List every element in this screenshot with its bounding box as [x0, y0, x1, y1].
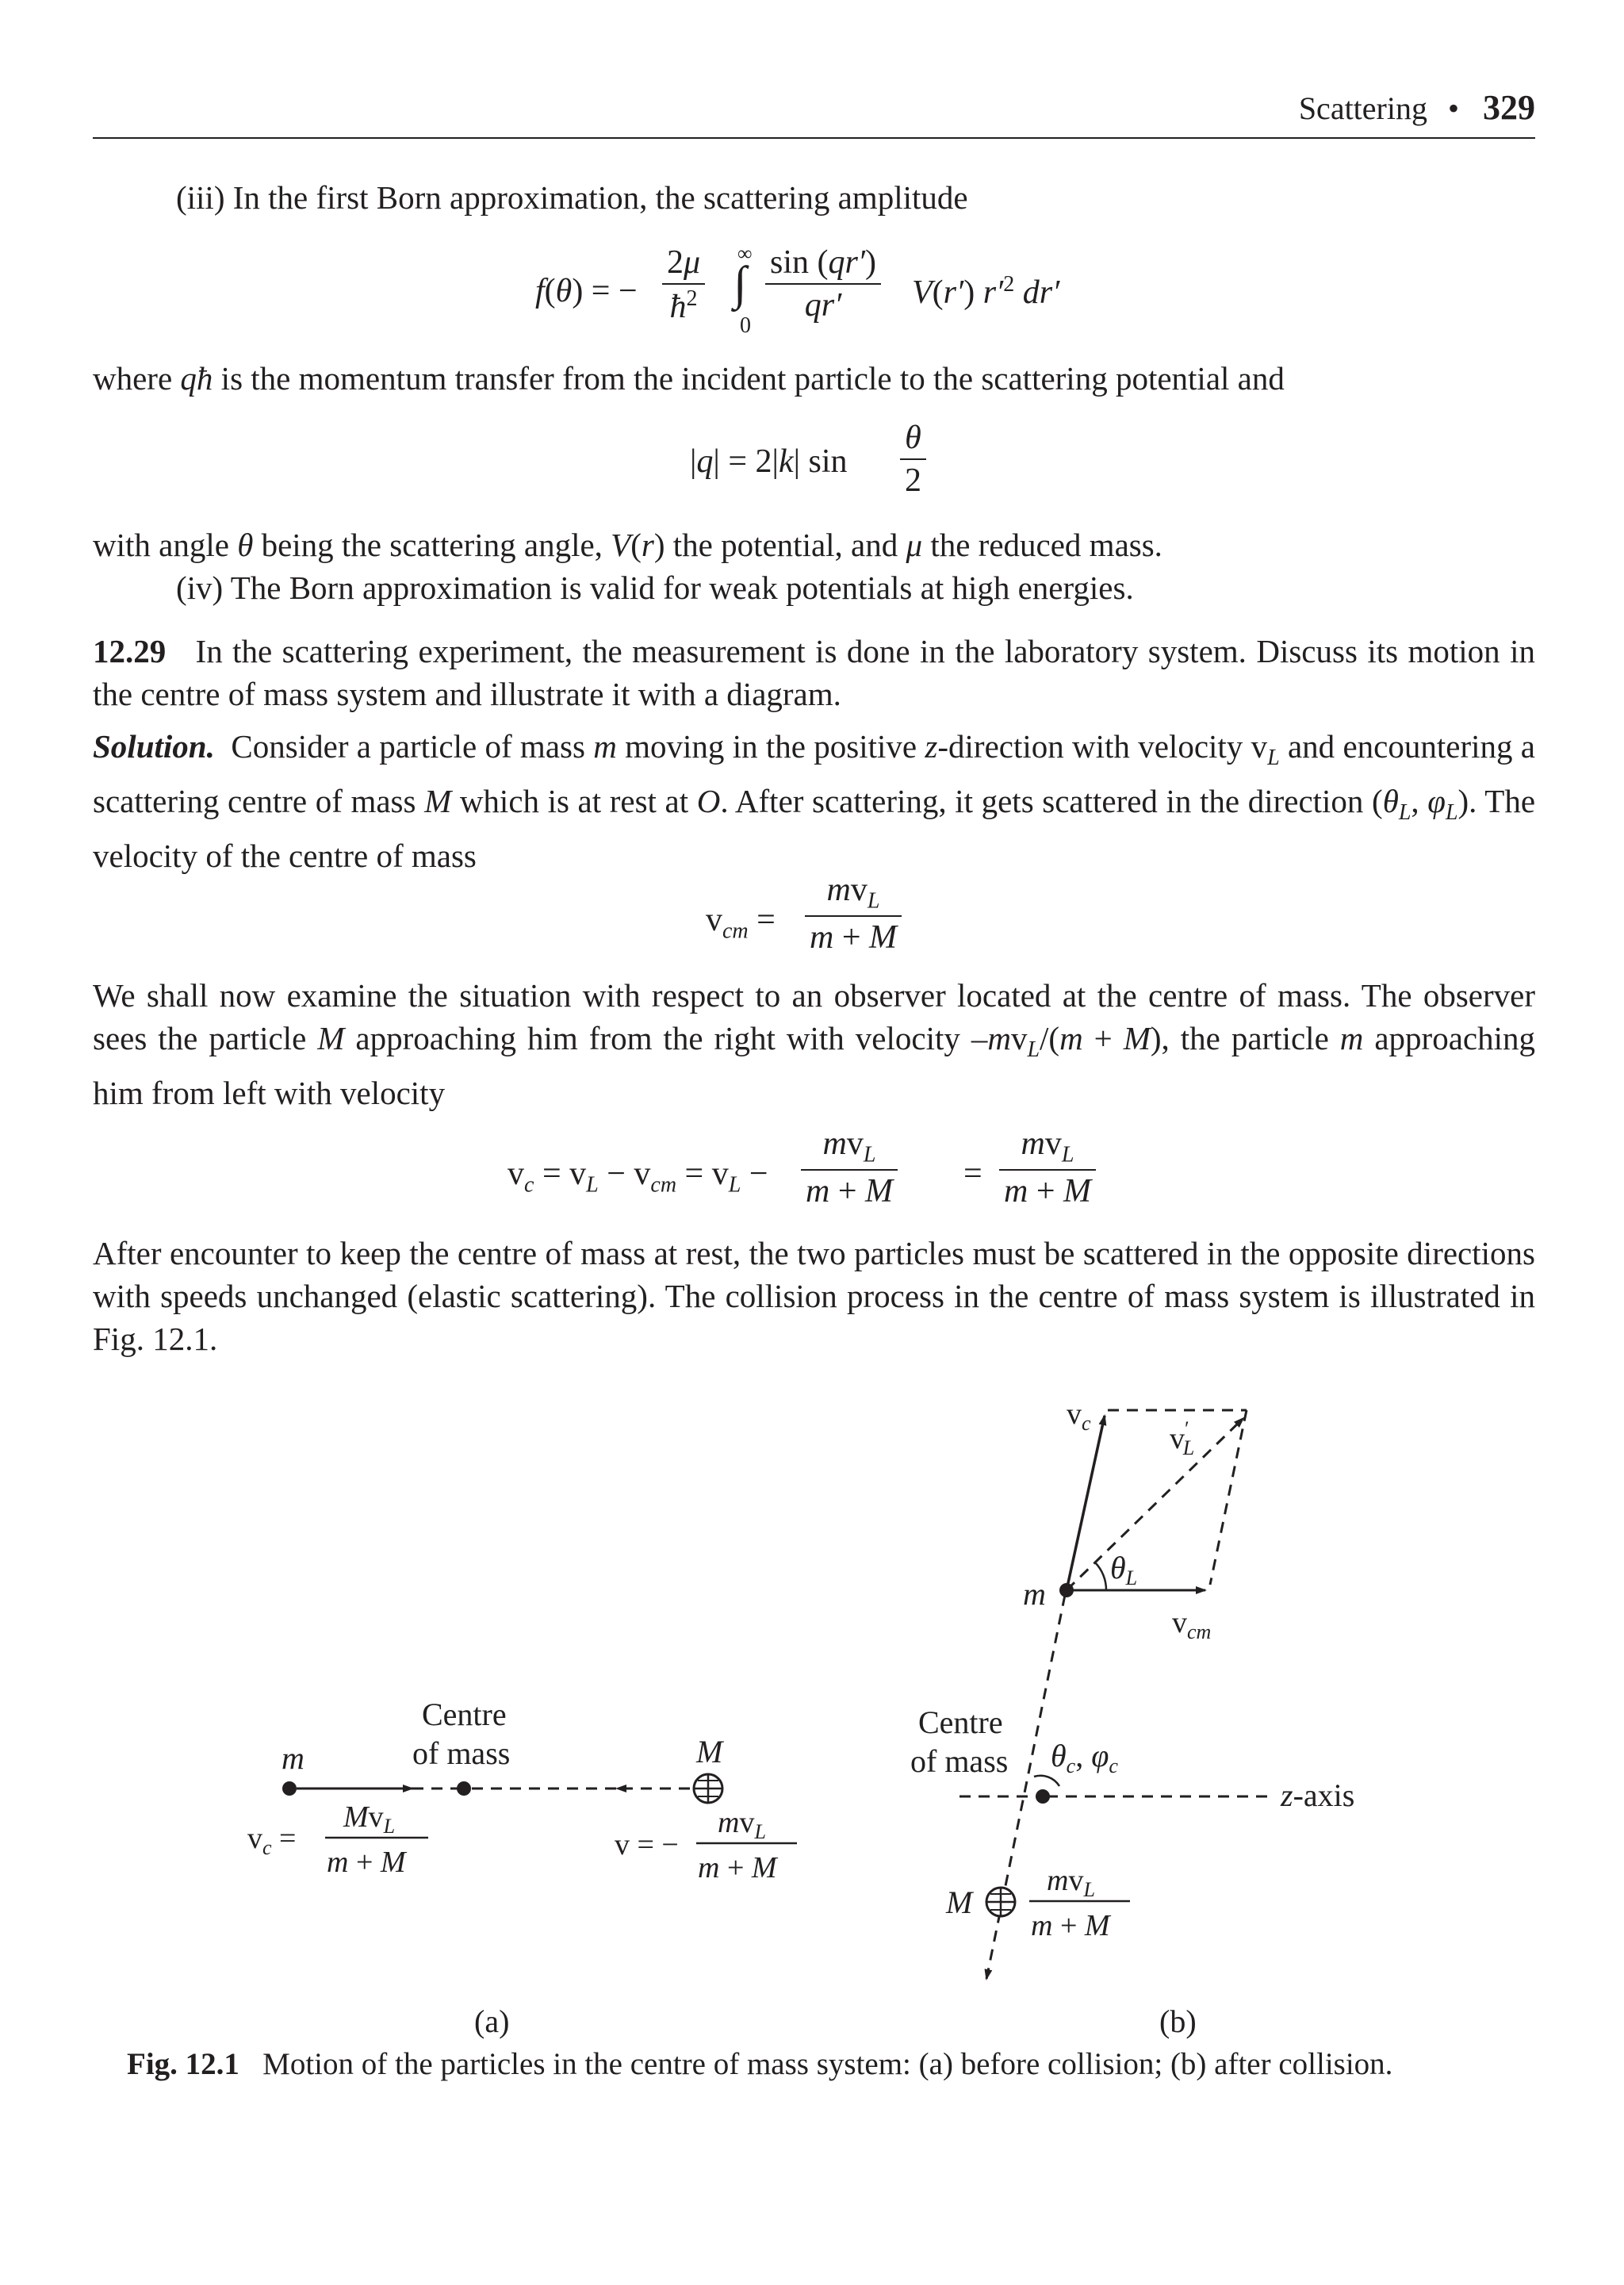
particle-m-dot: [282, 1781, 297, 1796]
centre-label-line1-b: Centre: [918, 1704, 1003, 1740]
centre-label-line2-a: of mass: [412, 1735, 511, 1771]
svg-text:vc: $v_c$: [1067, 1397, 1091, 1435]
problem-12-29: [93, 630, 1535, 715]
svg-text:θc, φc: $\theta_c$, $\varphi_c$: [1051, 1738, 1118, 1777]
caption-label: Fig. 12.1: [127, 2047, 239, 2081]
svg-text:M: M: [696, 1734, 723, 1769]
problem-number: 12.29: [93, 633, 167, 669]
svg-text:MvL: $Mv_L$: [343, 1800, 396, 1838]
svg-text:z-axis: z-axis: [1281, 1777, 1355, 1813]
equation-vc: $v_c = v_L - v_{cm} = v_L$ − $mv_L$ m + M = $mv_L$ m + M: [508, 1125, 1126, 1220]
bullet-icon: •: [1447, 90, 1459, 126]
observer-paragraph: We shall now examine the situation with respect to an observer located at the centre of mass. The observer sees the particle M approaching him from the right with velocity $-mv_L/(m + M)$, the particle m approaching him from left with velocity: [93, 977, 1535, 1112]
centre-of-mass-dot: [457, 1781, 471, 1796]
problem-text: In the scattering experiment, the measurement is done in the laboratory system. Discuss its motion in the centre of mass system and illustrate it with a diagram.: [93, 633, 1535, 712]
svg-text:v = −: v = −: [615, 1828, 679, 1861]
panel-b: [910, 1397, 1354, 2039]
particle-M-symbol: [694, 1774, 722, 1803]
caption-text: Motion of the particles in the centre of mass system: (a) before collision; (b) after collision.: [262, 2047, 1393, 2081]
vector-vc: [1067, 1416, 1105, 1590]
svg-text:mvL: $mv_L$: [1047, 1864, 1095, 1901]
equation-q: |q| = 2|k| sin $\frac{\theta}{2}$: [690, 419, 1007, 506]
svg-text:m + M: m + M: [698, 1851, 777, 1884]
centre-label-line1-a: Centre: [422, 1696, 507, 1732]
svg-text:m: m: [1023, 1576, 1046, 1612]
particle-M-symbol-b: [986, 1888, 1015, 1916]
figure-caption: [127, 2046, 1554, 2082]
section-title: Scattering: [1298, 90, 1427, 126]
equation-vcm: $v_{cm}$ = $mv_L$ m + M: [706, 871, 944, 966]
centre-of-mass-dot-b: [1036, 1789, 1050, 1804]
svg-text:mvL: $mv_L$: [718, 1806, 766, 1843]
page-number: 329: [1483, 88, 1535, 127]
panel-a: [247, 1696, 797, 2039]
item-iii-label: (iii): [176, 179, 225, 216]
svg-text:v′L: v′ L: [1170, 1417, 1195, 1459]
header-rule: [93, 137, 1535, 139]
item-iii: [176, 176, 1524, 219]
svg-text:M: M: [946, 1884, 973, 1920]
with-line: with angle θ being the scattering angle, V(r) the potential, and μ the reduced mass.: [93, 527, 1162, 563]
svg-text:vc =: $v_c$ =: [247, 1822, 297, 1859]
where-text: is the momentum transfer from the incident particle to the scattering potential and: [220, 360, 1285, 397]
svg-text:vcm: $v_{cm}$: [1172, 1606, 1212, 1643]
z-axis-suffix: -axis: [1293, 1777, 1355, 1813]
svg-text:m + M: m + M: [1031, 1909, 1110, 1942]
running-head: [0, 87, 1535, 128]
vector-vL-prime: [1067, 1418, 1243, 1590]
item-iv: (iv) The Born approximation is valid for weak potentials at high energies.: [176, 569, 1134, 606]
label-b: (b): [1159, 2003, 1197, 2039]
equation-scattering-amplitude: f(θ) = − $\frac{2\mu}{ħ^2}$ ∞ ∫ 0 $\frac{\sin (qr')}{qr'}$ V(r′) $r'^2$ dr′: [535, 242, 1060, 338]
item-iii-text: In the first Born approximation, the scattering amplitude: [232, 179, 968, 216]
svg-text:m + M: m + M: [327, 1846, 406, 1879]
with-text: being the scattering angle,: [261, 527, 603, 563]
after-encounter-paragraph: After encounter to keep the centre of mass at rest, the two particles must be scattered in the opposite directions with speeds unchanged (elastic scattering). The collision process in the centre of mass system is illustrated in Fig. 12.1.: [93, 1235, 1535, 1357]
figure-12-1: [0, 1380, 1624, 2126]
label-a: (a): [474, 2003, 510, 2039]
where-line: where qħ is the momentum transfer from the incident particle to the scattering potential and: [93, 360, 1285, 397]
centre-label-line2-b: of mass: [910, 1743, 1009, 1779]
solution-paragraph: Solution. Consider a particle of mass m moving in the positive z-direction with velocity $v_L$ and encountering a scattering centre of mass M which is at rest at O. After scattering, it gets scattered in the direction ($\theta_L$, $\varphi_L$). The velocity of the centre of mass: [93, 728, 1536, 875]
svg-text:θL: $\theta_L$: [1110, 1550, 1138, 1589]
svg-text:m: m: [282, 1740, 304, 1776]
